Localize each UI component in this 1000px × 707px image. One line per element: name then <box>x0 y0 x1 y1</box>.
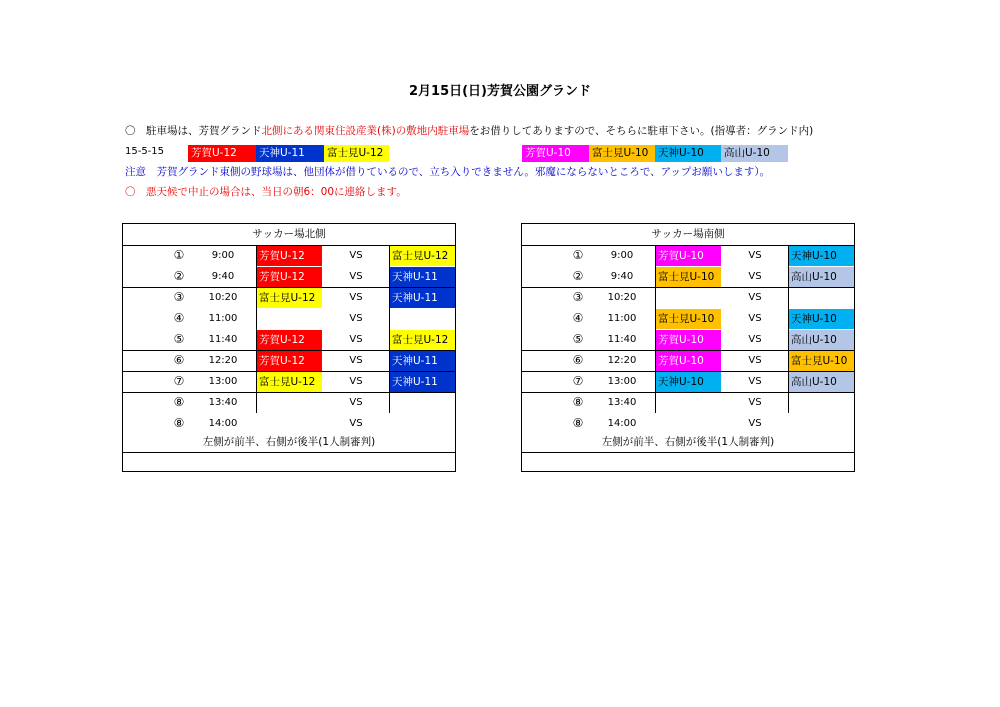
match-number: ⑧ <box>572 416 584 430</box>
team-chip <box>589 145 655 162</box>
team-label <box>655 393 721 413</box>
vs-label: VS <box>349 313 363 324</box>
team-chip-label: 富士見U-10 <box>592 147 649 159</box>
second-half-team <box>389 288 455 308</box>
first-half-team <box>655 351 721 371</box>
match-number: ① <box>173 248 185 262</box>
first-half-team <box>655 393 721 413</box>
match-row <box>123 308 455 329</box>
match-number: ④ <box>173 311 185 325</box>
team-label: 富士見U-12 <box>392 250 449 262</box>
vs-label: VS <box>748 250 762 261</box>
vs-label: VS <box>748 418 762 429</box>
referee-note: 左側が前半、右側が後半(1人制審判) <box>601 436 775 448</box>
team-label: 富士見U-12 <box>392 334 449 346</box>
schedule-panel-north <box>122 223 456 472</box>
first-half-team <box>256 414 322 434</box>
match-row <box>522 350 854 372</box>
team-chip-label: 高山U-10 <box>724 147 770 159</box>
second-half-team <box>788 393 854 413</box>
team-chip-label: 富士見U-12 <box>327 147 384 159</box>
baseball-field-notice: 注意 芳賀グランド東側の野球場は、他団体が借りているので、立ち入りできません。邪魔にならないところで、アップお願いします）。 <box>125 166 771 178</box>
team-label: 天神U-11 <box>392 376 438 388</box>
team-label <box>389 309 455 329</box>
second-half-team <box>788 246 854 266</box>
second-half-team <box>389 393 455 413</box>
team-label: 芳賀U-12 <box>259 271 305 283</box>
second-half-team <box>389 330 455 350</box>
team-label: 富士見U-10 <box>658 313 715 325</box>
vs-label: VS <box>349 355 363 366</box>
first-half-team <box>256 288 322 308</box>
team-label: 高山U-10 <box>791 376 837 388</box>
match-row <box>522 329 854 351</box>
match-time: 12:20 <box>607 355 637 366</box>
team-chip <box>324 145 389 162</box>
match-row <box>522 371 854 393</box>
match-number: ① <box>572 248 584 262</box>
match-time: 13:40 <box>607 397 637 408</box>
match-row <box>522 392 854 413</box>
match-number: ⑤ <box>572 332 584 346</box>
match-number: ⑥ <box>572 353 584 367</box>
vs-label: VS <box>748 397 762 408</box>
first-half-team <box>655 267 721 287</box>
first-half-team <box>655 288 721 308</box>
match-row <box>123 245 455 266</box>
match-time: 13:00 <box>607 376 637 387</box>
team-chip <box>721 145 788 162</box>
second-half-team <box>389 414 455 434</box>
match-row <box>522 287 854 308</box>
team-label <box>256 309 322 329</box>
match-number: ⑧ <box>173 416 185 430</box>
team-label <box>389 393 455 413</box>
match-row <box>123 350 455 372</box>
team-label <box>256 393 322 413</box>
second-half-team <box>788 288 854 308</box>
match-row <box>123 413 455 434</box>
match-time: 11:40 <box>208 334 238 345</box>
first-half-team <box>655 246 721 266</box>
team-label: 天神U-10 <box>791 250 837 262</box>
team-label <box>256 414 322 434</box>
vs-label: VS <box>349 271 363 282</box>
vs-label: VS <box>748 292 762 303</box>
team-chip-label: 芳賀U-12 <box>191 147 237 159</box>
page-title: 2月15日(日)芳賀公園グランド <box>408 84 592 99</box>
match-row <box>522 245 854 266</box>
team-label <box>788 414 854 434</box>
match-row <box>123 287 455 308</box>
team-chip <box>522 145 589 162</box>
first-half-team <box>655 414 721 434</box>
team-label <box>389 414 455 434</box>
team-label: 高山U-10 <box>791 271 837 283</box>
team-chip-label: 芳賀U-10 <box>525 147 571 159</box>
team-label: 富士見U-10 <box>658 271 715 283</box>
second-half-team <box>788 330 854 350</box>
match-row <box>522 308 854 329</box>
match-time: 9:40 <box>211 271 235 282</box>
second-half-team <box>788 414 854 434</box>
team-label: 芳賀U-10 <box>658 355 704 367</box>
vs-label: VS <box>349 376 363 387</box>
second-half-team <box>389 351 455 371</box>
match-number: ③ <box>173 290 185 304</box>
vs-label: VS <box>748 334 762 345</box>
panel-title: サッカー場北側 <box>123 224 455 246</box>
first-half-team <box>655 309 721 329</box>
team-label <box>788 393 854 413</box>
match-time: 13:40 <box>208 397 238 408</box>
team-label: 天神U-11 <box>392 271 438 283</box>
parking-notice-prefix: 〇 駐車場は、芳賀グランド <box>125 125 262 137</box>
match-number: ④ <box>572 311 584 325</box>
first-half-team <box>256 351 322 371</box>
team-label: 芳賀U-12 <box>259 355 305 367</box>
first-half-team <box>256 372 322 392</box>
match-row <box>123 371 455 393</box>
team-label: 天神U-10 <box>791 313 837 325</box>
match-time: 9:00 <box>211 250 235 261</box>
first-half-team <box>256 330 322 350</box>
vs-label: VS <box>748 355 762 366</box>
match-number: ⑤ <box>173 332 185 346</box>
team-label: 芳賀U-10 <box>658 250 704 262</box>
team-legend-row <box>125 145 805 162</box>
match-number: ⑥ <box>173 353 185 367</box>
vs-label: VS <box>748 313 762 324</box>
second-half-team <box>788 267 854 287</box>
team-label: 天神U-11 <box>392 292 438 304</box>
team-label <box>655 414 721 434</box>
team-chip-label: 天神U-10 <box>658 147 704 159</box>
second-half-team <box>389 246 455 266</box>
team-label: 高山U-10 <box>791 334 837 346</box>
team-label: 天神U-11 <box>392 355 438 367</box>
second-half-team <box>389 267 455 287</box>
first-half-team <box>256 393 322 413</box>
vs-label: VS <box>748 376 762 387</box>
match-time: 9:00 <box>610 250 634 261</box>
vs-label: VS <box>349 250 363 261</box>
parking-notice-highlight: 北側にある関東住設産業(株)の敷地内駐車場 <box>261 125 470 137</box>
match-time: 13:00 <box>208 376 238 387</box>
match-row <box>123 329 455 351</box>
team-label: 天神U-10 <box>658 376 704 388</box>
team-label: 富士見U-12 <box>259 376 316 388</box>
match-time: 14:00 <box>208 418 238 429</box>
team-chip <box>256 145 324 162</box>
vs-label: VS <box>349 292 363 303</box>
team-label: 芳賀U-12 <box>259 250 305 262</box>
match-row <box>123 392 455 413</box>
team-label: 芳賀U-10 <box>658 334 704 346</box>
vs-label: VS <box>349 334 363 345</box>
match-number: ⑦ <box>173 374 185 388</box>
match-row <box>123 266 455 288</box>
first-half-team <box>256 246 322 266</box>
vs-label: VS <box>748 271 762 282</box>
team-label: 富士見U-10 <box>791 355 848 367</box>
match-number: ⑧ <box>173 395 185 409</box>
match-number: ⑧ <box>572 395 584 409</box>
vs-label: VS <box>349 397 363 408</box>
match-time: 9:40 <box>610 271 634 282</box>
second-half-team <box>389 372 455 392</box>
match-time: 11:40 <box>607 334 637 345</box>
panel-title: サッカー場南側 <box>522 224 854 246</box>
team-label: 富士見U-12 <box>259 292 316 304</box>
second-half-team <box>788 309 854 329</box>
first-half-team <box>256 267 322 287</box>
match-time: 10:20 <box>607 292 637 303</box>
team-chip-label: 天神U-11 <box>259 147 305 159</box>
first-half-team <box>256 309 322 329</box>
second-half-team <box>788 351 854 371</box>
weather-notice: 〇 悪天候で中止の場合は、当日の朝6：00に連絡します。 <box>125 186 407 198</box>
parking-notice-suffix: をお借りしてありますので、そちらに駐車下さい。(指導者：グランド内) <box>469 125 814 137</box>
second-half-team <box>788 372 854 392</box>
match-time: 14:00 <box>607 418 637 429</box>
referee-note: 左側が前半、右側が後半(1人制審判) <box>202 436 376 448</box>
match-number: ② <box>173 269 185 283</box>
team-label <box>655 288 721 308</box>
team-label: 芳賀U-12 <box>259 334 305 346</box>
team-chip <box>188 145 256 162</box>
match-time: 12:20 <box>208 355 238 366</box>
first-half-team <box>655 330 721 350</box>
match-row <box>522 266 854 288</box>
vs-label: VS <box>349 418 363 429</box>
second-half-team <box>389 309 455 329</box>
parking-notice <box>125 123 813 139</box>
match-number: ③ <box>572 290 584 304</box>
match-number: ⑦ <box>572 374 584 388</box>
schedule-panel-south <box>521 223 855 472</box>
match-number: ② <box>572 269 584 283</box>
match-time: 10:20 <box>208 292 238 303</box>
match-time: 11:00 <box>607 313 637 324</box>
team-label <box>788 288 854 308</box>
match-row <box>522 413 854 434</box>
first-half-team <box>655 372 721 392</box>
match-time: 11:00 <box>208 313 238 324</box>
date-code: 15-5-15 <box>125 146 165 157</box>
team-chip <box>655 145 721 162</box>
